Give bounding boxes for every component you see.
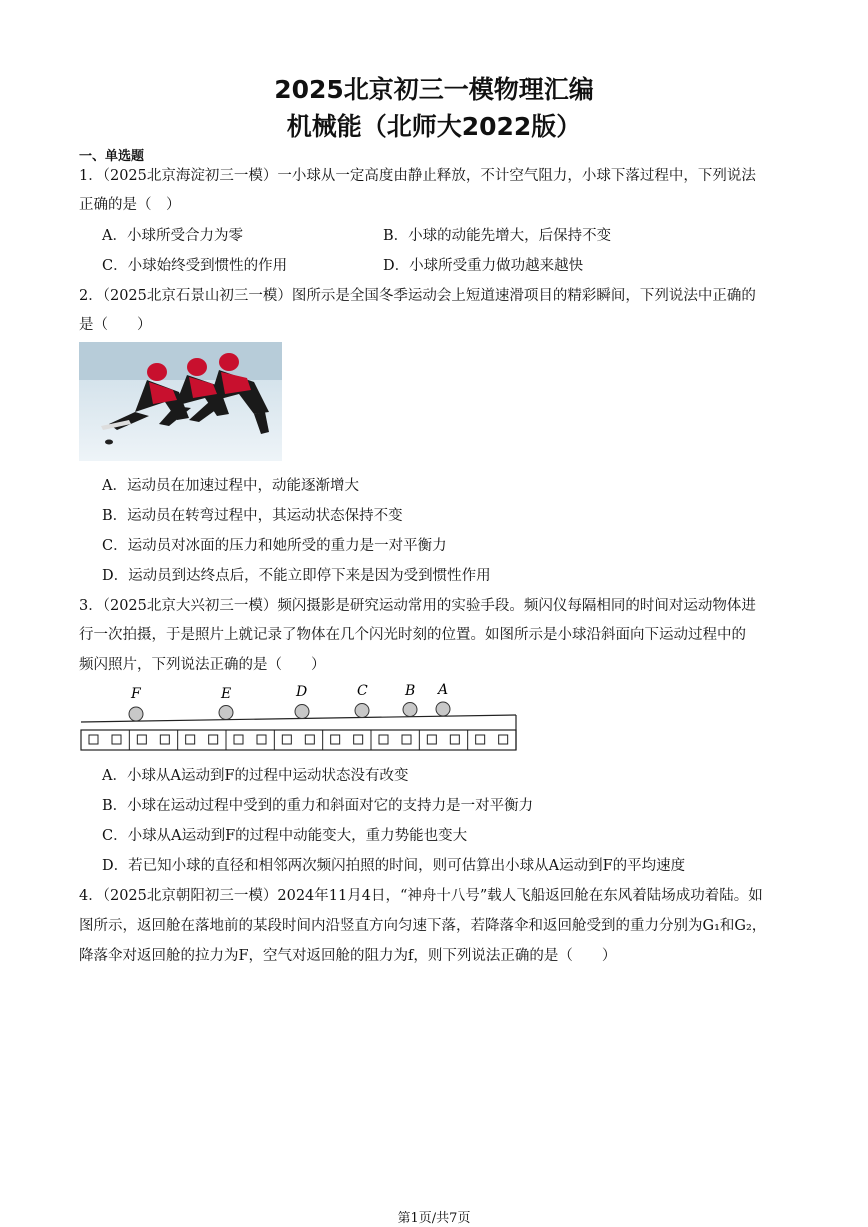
q1-line-2: 正确的是（ ） (79, 197, 181, 213)
q4-line-3: 降落伞对返回舱的拉力为F，空气对返回舱的阻力为f，则下列说法正确的是（ ） (79, 948, 617, 964)
q3-option-d: D．若已知小球的直径和相邻两次频闪拍照的时间，则可估算出小球从A运动到F的平均速度 (102, 858, 686, 874)
q3-option-a: A．小球从A运动到F的过程中运动状态没有改变 (102, 768, 409, 784)
strobe-photo-diagram (79, 682, 519, 754)
q1-option-c: C．小球始终受到惯性的作用 (102, 258, 288, 274)
label-b: B (405, 683, 416, 699)
label-f: F (131, 686, 141, 702)
title-line-1: 2025北京初三一模物理汇编 (274, 75, 594, 104)
q3-line-3: 频闪照片，下列说法正确的是（ ） (79, 657, 326, 673)
q1-line-1: 1．（2025北京海淀初三一模）一小球从一定高度由静止释放，不计空气阻力，小球下落过程中，下列说法 (79, 168, 756, 184)
q1-option-b: B．小球的动能先增大，后保持不变 (383, 228, 612, 244)
label-e: E (221, 686, 232, 702)
q3-option-c: C．小球从A运动到F的过程中动能变大，重力势能也变大 (102, 828, 468, 844)
q3-line-2: 行一次拍摄，于是照片上就记录了物体在几个闪光时刻的位置。如图所示是小球沿斜面向下运动过程中的 (79, 627, 746, 643)
page-footer: 第1页/共7页 (397, 1211, 471, 1226)
q2-option-d: D．运动员到达终点后，不能立即停下来是因为受到惯性作用 (102, 568, 491, 584)
q1-option-a: A．小球所受合力为零 (102, 228, 243, 244)
label-a: A (438, 682, 449, 698)
q2-option-b: B．运动员在转弯过程中，其运动状态保持不变 (102, 508, 403, 524)
q2-option-c: C．运动员对冰面的压力和她所受的重力是一对平衡力 (102, 538, 447, 554)
q3-line-1: 3．（2025北京大兴初三一模）频闪摄影是研究运动常用的实验手段。频闪仪每隔相同的时间对运动物体进 (79, 598, 756, 614)
label-d: D (296, 684, 308, 700)
ball-c (355, 704, 369, 718)
q2-line-1: 2．（2025北京石景山初三一模）图所示是全国冬季运动会上短道速滑项目的精彩瞬间，下列说法中正确的 (79, 288, 756, 304)
label-c: C (357, 683, 368, 699)
ball-a (436, 702, 450, 716)
ball-e (219, 706, 233, 720)
q4-line-2: 图所示，返回舱在落地前的某段时间内沿竖直方向匀速下落，若降落伞和返回舱受到的重力分别为G₁和G₂， (79, 918, 767, 934)
ball-d (295, 705, 309, 719)
speed-skating-photo (79, 342, 282, 461)
q3-option-b: B．小球在运动过程中受到的重力和斜面对它的支持力是一对平衡力 (102, 798, 534, 814)
title-line-2: 机械能（北师大2022版） (286, 112, 582, 141)
q1-option-d: D．小球所受重力做功越来越快 (383, 258, 584, 274)
q2-option-a: A．运动员在加速过程中，动能逐渐增大 (102, 478, 359, 494)
ball-f (129, 707, 143, 721)
q2-line-2: 是（ ） (79, 317, 152, 333)
ball-b (403, 703, 417, 717)
q4-line-1: 4．（2025北京朝阳初三一模）2024年11月4日，“神舟十八号”载人飞船返回舱在东风着陆场成功着陆。如 (79, 888, 763, 904)
section-heading: 一、单选题 (79, 149, 145, 164)
